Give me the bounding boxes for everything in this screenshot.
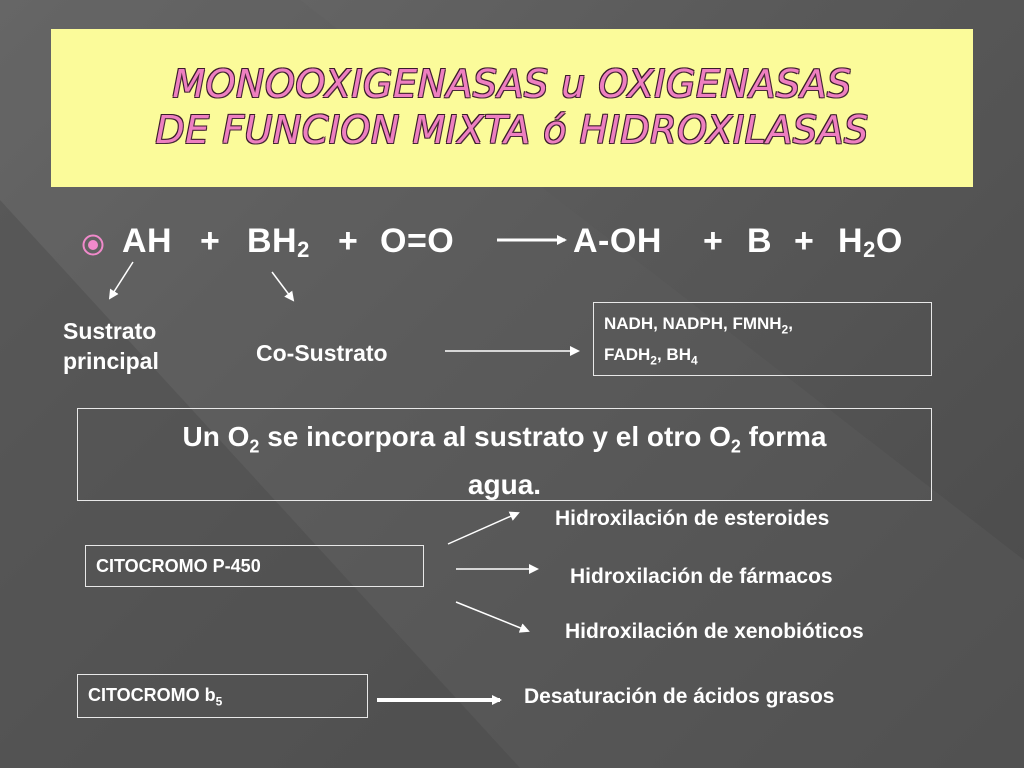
equation-reactant-o2: O=O <box>380 222 455 260</box>
equation-plus: + <box>200 222 221 260</box>
cytochrome-p450-label: CITOCROMO P-450 <box>96 556 261 576</box>
arrow-to-sustrato <box>110 262 133 298</box>
cofactors-line-2: $FADH_2$, $BH_4$ <box>604 345 698 368</box>
cofactors-line-1: NADH, NADPH, $FMNH_2$, <box>604 314 793 337</box>
equation-plus: + <box>338 222 359 260</box>
arrow-to-steroids <box>448 513 518 544</box>
equation-product-b: B <box>747 222 773 260</box>
arrow-to-cosustrato <box>272 272 293 300</box>
statement-line-2: agua. <box>467 468 542 500</box>
equation-product-h2o: $H_2O$ <box>838 222 903 262</box>
reaction-drug-hydroxylation: Hidroxilación de fármacos <box>570 565 833 588</box>
equation-product-aoh: A-OH <box>573 222 662 260</box>
equation-plus: + <box>703 222 724 260</box>
reaction-steroid-hydroxylation: Hidroxilación de esteroides <box>555 507 830 530</box>
statement-line-1: Un $O_2$ se incorpora al sustrato y el otro $O_2$ forma <box>182 421 827 457</box>
reaction-xenobiotic-hydroxylation: Hidroxilación de xenobióticos <box>565 620 864 643</box>
arrow-to-xenobiotics <box>456 602 528 631</box>
sustrato-principal-label: Sustrato principal <box>63 318 159 374</box>
equation-reactant-ah: AH <box>122 222 173 260</box>
equation-reactant-bh2: $BH_2$ <box>247 222 310 262</box>
cytochrome-b5-label: CITOCROMO $b_5$ <box>88 685 223 709</box>
title-line-2: DE FUNCION MIXTA ó HIDROXILASAS <box>155 108 869 152</box>
co-sustrato-label: Co-Sustrato <box>256 340 388 366</box>
reaction-fatty-acid-desaturation: Desaturación de ácidos grasos <box>524 685 835 708</box>
title-line-1: MONOOXIGENASAS u OXIGENASAS <box>172 62 852 106</box>
equation-plus: + <box>794 222 815 260</box>
